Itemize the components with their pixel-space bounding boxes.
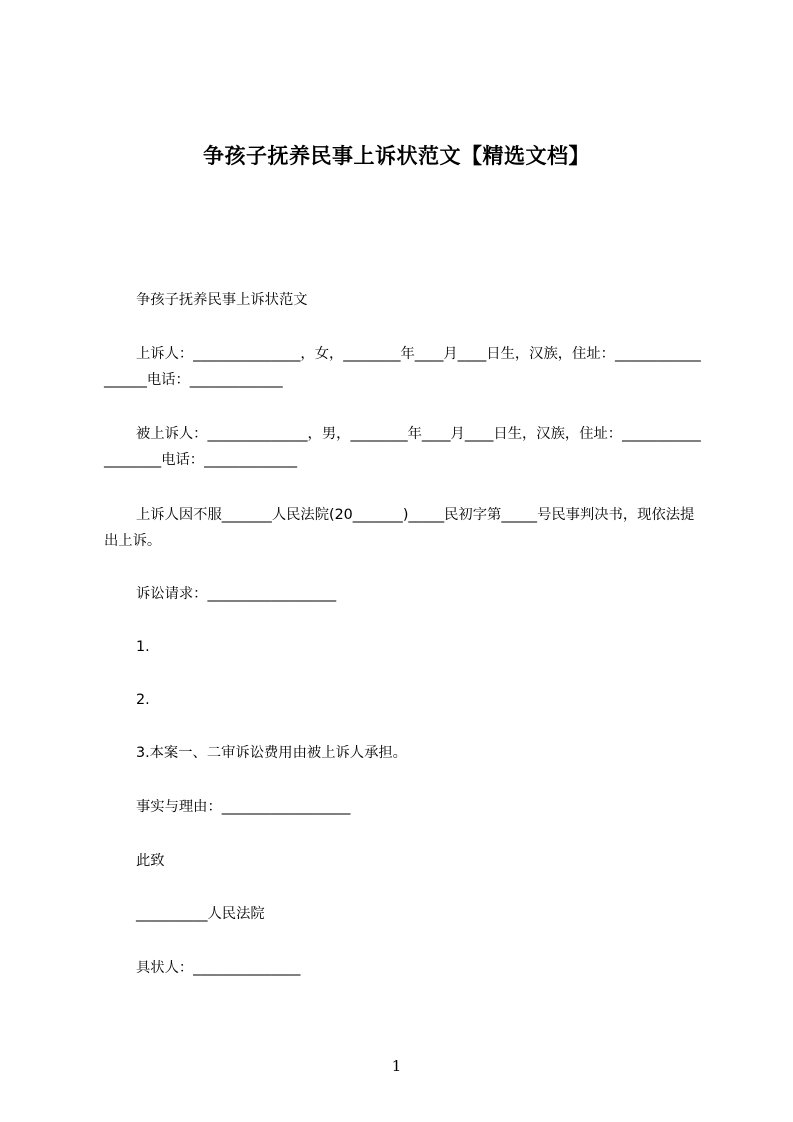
signer-line: 具状人：_______________ [136,960,301,976]
appeal-statement-paragraph: 上诉人因不服_______人民法院(20_______)_____民初字第_____号民事判决书，现依法提出上诉。 [104,507,695,549]
appellant-paragraph: 上诉人：_______________，女，________年____月____日生，汉族，住址：__________________电话：_____________ [104,346,701,388]
salutation-text: 此致 [136,853,165,869]
page-number: 1 [391,1057,402,1075]
court-name-line: __________人民法院 [136,906,265,922]
document-title: 争孩子抚养民事上诉状范文【精选文档】 [203,144,590,168]
facts-heading: 事实与理由：__________________ [136,799,351,815]
claim-item-3: 3.本案一、二审诉讼费用由被上诉人承担。 [136,745,407,761]
claim-item-2: 2. [136,692,150,708]
claim-item-1: 1. [136,639,150,655]
appellee-paragraph: 被上诉人：______________，男，________年____月____日生，汉族，住址：___________________电话：_____________ [104,426,701,468]
claims-heading: 诉讼请求：__________________ [136,586,337,602]
subtitle-paragraph: 争孩子抚养民事上诉状范文 [136,292,308,308]
